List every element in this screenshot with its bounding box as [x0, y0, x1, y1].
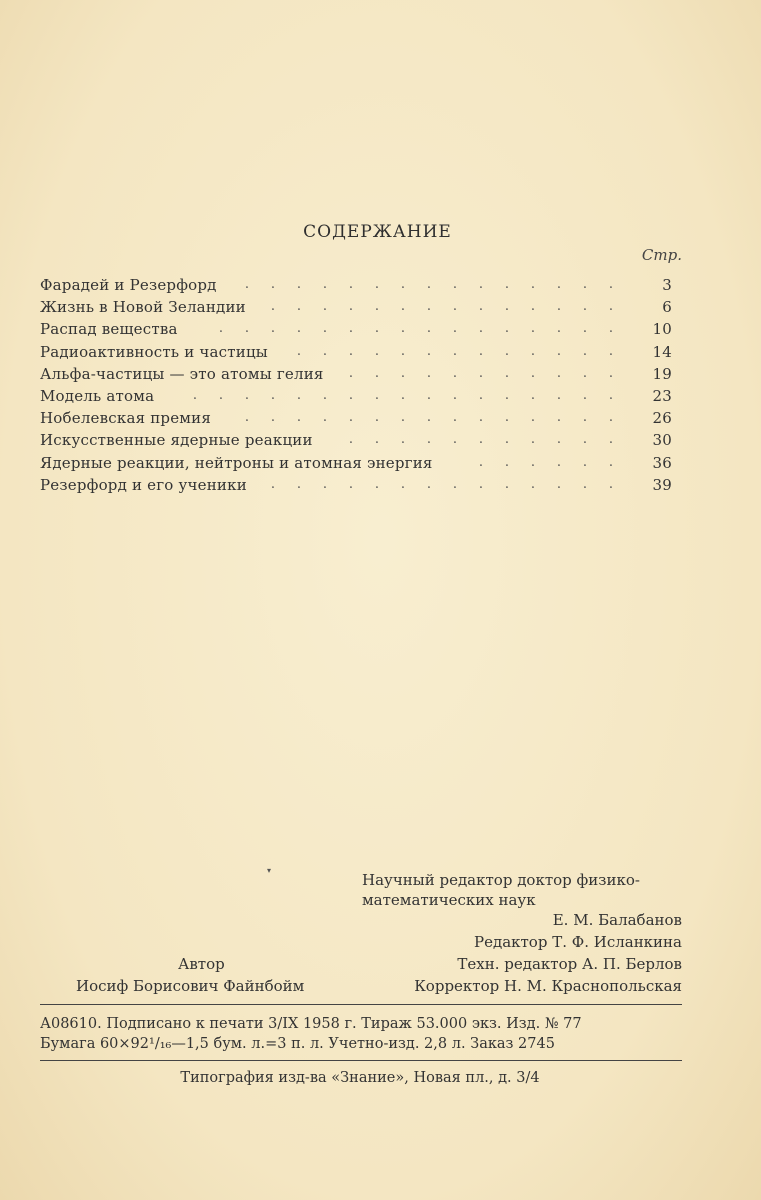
print-speck: ▾ [267, 866, 272, 875]
author-name: Иосиф Борисович Файнбойм [76, 977, 305, 995]
toc-entry-page: 14 [652, 342, 672, 361]
toc-entry [40, 274, 672, 296]
leader-dots: . . . . . . . . . . . [348, 365, 614, 381]
toc-entry-page: 6 [662, 298, 672, 317]
toc-entry-page: 39 [652, 475, 672, 494]
toc-entry-title: Нобелевская премия [40, 409, 212, 428]
table-of-contents [40, 274, 672, 496]
toc-entry [40, 474, 672, 496]
toc-entry [40, 407, 672, 429]
toc-entry-title: Распад вещества [40, 320, 178, 339]
leader-dots: . . . . . . . . . . . . . . . . . [192, 387, 614, 403]
toc-entry [40, 341, 672, 363]
toc-entry-title: Жизнь в Новой Зеландии [40, 298, 246, 317]
sci-editor-line2: математических наук [362, 891, 536, 909]
bottom-rule [40, 1060, 682, 1061]
author-label: Автор [178, 955, 225, 973]
toc-entry-title: Ядерные реакции, нейтроны и атомная энергия [40, 453, 433, 472]
leader-dots: . . . . . . [478, 454, 614, 470]
corrector-credit: Корректор Н. М. Краснопольская [414, 977, 682, 995]
sci-editor-line1: Научный редактор доктор физико- [362, 871, 640, 889]
toc-entry-page: 3 [662, 276, 672, 294]
toc-entry [40, 429, 672, 451]
top-rule [40, 1004, 682, 1005]
tech-editor-credit: Техн. редактор А. П. Берлов [457, 955, 682, 973]
page-column-label: Стр. [641, 246, 682, 264]
toc-entry [40, 385, 672, 407]
imprint-line-2: Бумага 60×92¹/₁₆—1,5 бум. л.=3 п. л. Учетно-изд. 2,8 л. Заказ 2745 [40, 1036, 555, 1052]
toc-entry-page: 19 [652, 364, 672, 383]
toc-entry [40, 318, 672, 340]
editor-credit: Редактор Т. Ф. Исланкина [473, 933, 682, 951]
toc-entry-page: 36 [652, 453, 672, 472]
leader-dots: . . . . . . . . . . . [348, 432, 614, 448]
toc-title: СОДЕРЖАНИЕ [303, 222, 452, 242]
leader-dots: . . . . . . . . . . . . . . . [244, 277, 614, 292]
toc-entry-title: Фарадей и Резерфорд [40, 276, 217, 294]
toc-entry-page: 30 [652, 431, 672, 450]
toc-entry-title: Радиоактивность и частицы [40, 342, 268, 361]
toc-entry-title: Резерфорд и его ученики [40, 475, 247, 494]
leader-dots: . . . . . . . . . . . . . . [270, 476, 614, 492]
imprint-line-1: А08610. Подписано к печати 3/IX 1958 г. Тираж 53.000 экз. Изд. № 77 [40, 1016, 582, 1032]
leader-dots: . . . . . . . . . . . . . . . . [218, 321, 614, 337]
leader-dots: . . . . . . . . . . . . . [296, 343, 614, 359]
toc-entry [40, 363, 672, 385]
toc-entry-page: 10 [652, 320, 672, 339]
toc-entry-title: Искусственные ядерные реакции [40, 431, 313, 450]
sci-editor-name: Е. М. Балабанов [552, 911, 682, 929]
toc-entry-page: 23 [652, 386, 672, 405]
toc-entry-title: Альфа-частицы — это атомы гелия [40, 364, 324, 383]
toc-entry-title: Модель атома [40, 386, 155, 405]
leader-dots: . . . . . . . . . . . . . . [270, 299, 614, 315]
toc-entry [40, 296, 672, 318]
leader-dots: . . . . . . . . . . . . . . . [244, 410, 614, 426]
toc-entry-page: 26 [652, 409, 672, 428]
toc-entry [40, 452, 672, 474]
printer-line: Типография изд-ва «Знание», Новая пл., д. 3/4 [180, 1070, 540, 1086]
